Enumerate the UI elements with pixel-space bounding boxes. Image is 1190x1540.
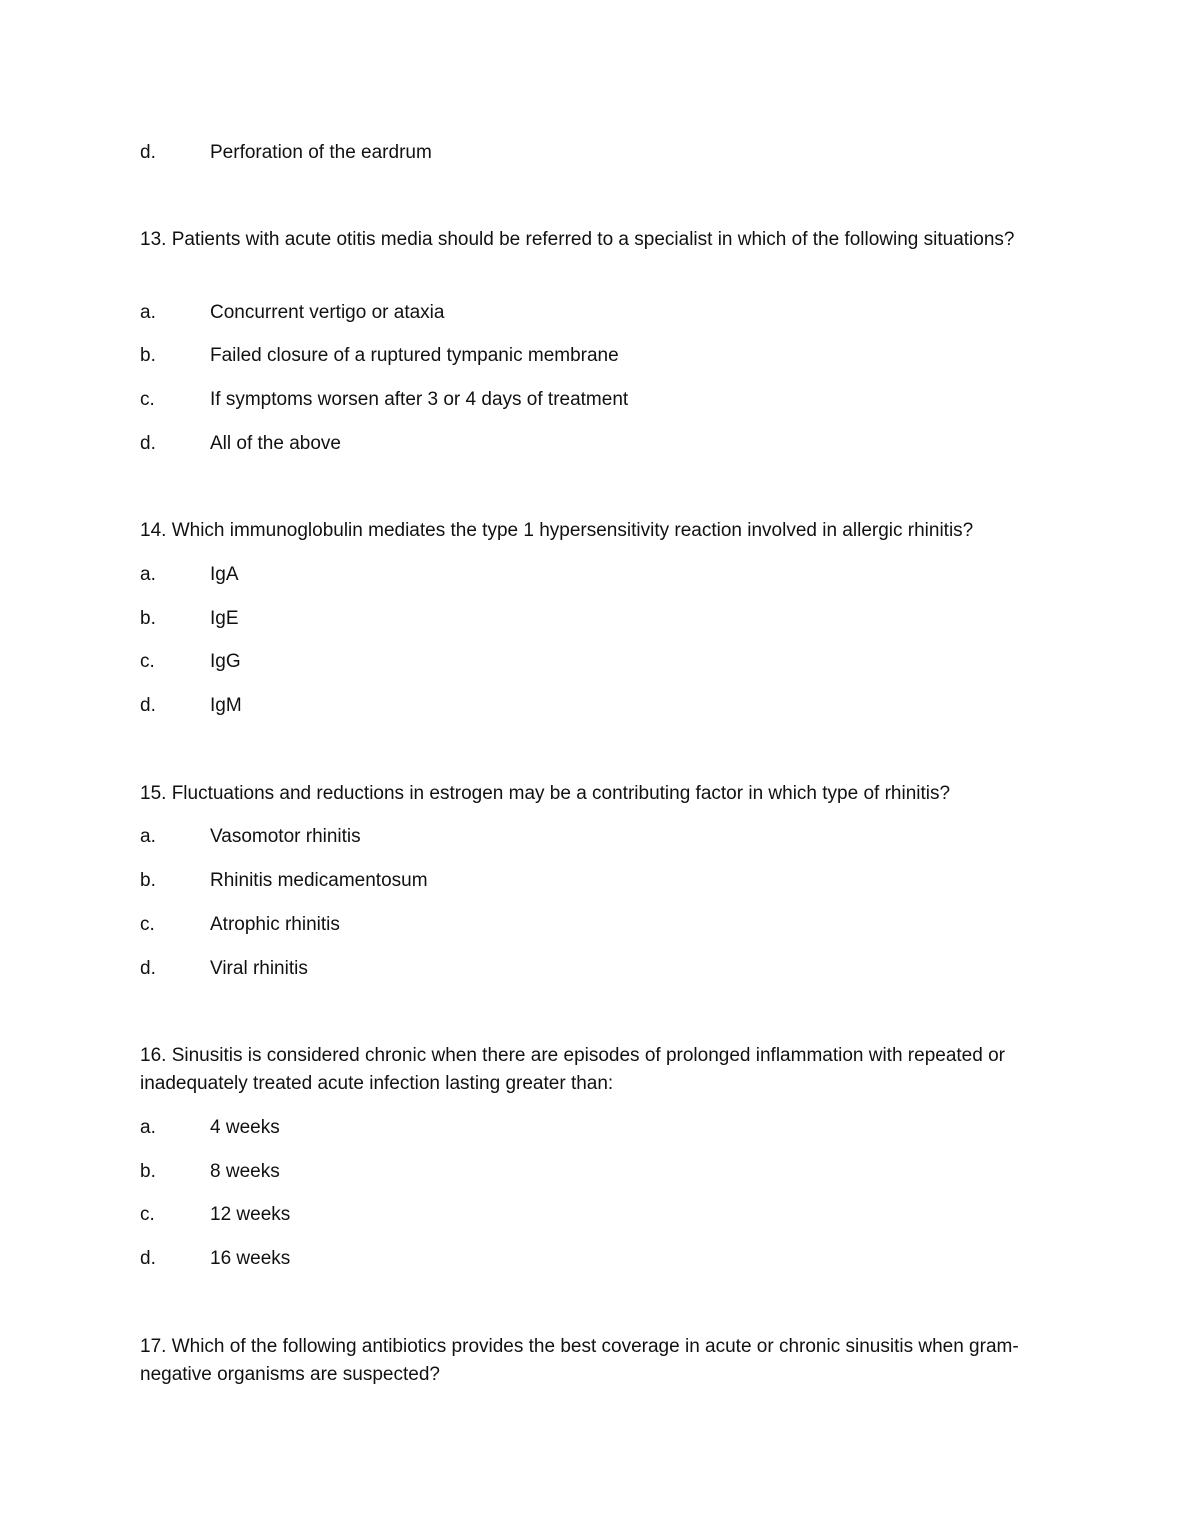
option-text: Failed closure of a ruptured tympanic membrane — [210, 345, 619, 366]
option-text: 4 weeks — [210, 1117, 280, 1138]
question-13: 13. Patients with acute otitis media should be referred to a specialist in which of the following situations? — [140, 229, 1015, 250]
option-letter: b. — [140, 870, 156, 891]
option-letter: c. — [140, 914, 155, 935]
q13-option-c — [140, 386, 628, 414]
option-text: 8 weeks — [210, 1161, 280, 1182]
option-text: If symptoms worsen after 3 or 4 days of treatment — [210, 389, 629, 410]
q16-option-d — [140, 1245, 290, 1273]
option-letter: c. — [140, 1204, 155, 1225]
q13-option-b — [140, 342, 619, 370]
option-letter: b. — [140, 1161, 156, 1182]
option-text: 16 weeks — [210, 1248, 291, 1269]
q15-option-d — [140, 955, 308, 983]
q16-option-a — [140, 1114, 280, 1142]
option-letter: d. — [140, 695, 156, 716]
option-letter: c. — [140, 389, 155, 410]
q14-option-b — [140, 605, 239, 633]
option-text: Rhinitis medicamentosum — [210, 870, 428, 891]
q14-option-c — [140, 648, 241, 676]
option-text: Viral rhinitis — [210, 958, 308, 979]
option-letter: c. — [140, 651, 155, 672]
option-text: Vasomotor rhinitis — [210, 826, 361, 847]
option-letter: a. — [140, 1117, 156, 1138]
option-letter: a. — [140, 302, 156, 323]
q14-option-a — [140, 561, 239, 589]
q12-option-d — [140, 139, 432, 167]
question-17: 17. Which of the following antibiotics provides the best coverage in acute or chronic sinusitis when gram-negative organisms are suspected? — [140, 1336, 1019, 1385]
option-letter: a. — [140, 564, 156, 585]
question-16: 16. Sinusitis is considered chronic when there are episodes of prolonged inflammation with repeated or inadequately treated acute infection lasting greater than: — [140, 1045, 1005, 1094]
question-14: 14. Which immunoglobulin mediates the type 1 hypersensitivity reaction involved in allergic rhinitis? — [140, 520, 974, 541]
option-text: Atrophic rhinitis — [210, 914, 340, 935]
question-15: 15. Fluctuations and reductions in estrogen may be a contributing factor in which type of rhinitis? — [140, 783, 951, 804]
option-text: 12 weeks — [210, 1204, 291, 1225]
option-text: All of the above — [210, 433, 341, 454]
option-letter: a. — [140, 826, 156, 847]
q14-option-d — [140, 692, 242, 720]
option-text: Perforation of the eardrum — [210, 142, 432, 163]
q13-option-a — [140, 299, 444, 327]
option-letter: d. — [140, 958, 156, 979]
option-letter: b. — [140, 345, 156, 366]
q15-option-a — [140, 823, 361, 851]
option-text: IgM — [210, 695, 242, 716]
option-letter: d. — [140, 433, 156, 454]
option-text: IgG — [210, 651, 241, 672]
option-letter: d. — [140, 142, 156, 163]
option-text: Concurrent vertigo or ataxia — [210, 302, 445, 323]
option-letter: d. — [140, 1248, 156, 1269]
q13-option-d — [140, 430, 341, 458]
option-text: IgE — [210, 608, 239, 629]
option-text: IgA — [210, 564, 239, 585]
q15-option-b — [140, 867, 428, 895]
q15-option-c — [140, 911, 340, 939]
option-letter: b. — [140, 608, 156, 629]
q16-option-c — [140, 1201, 290, 1229]
q16-option-b — [140, 1158, 280, 1186]
